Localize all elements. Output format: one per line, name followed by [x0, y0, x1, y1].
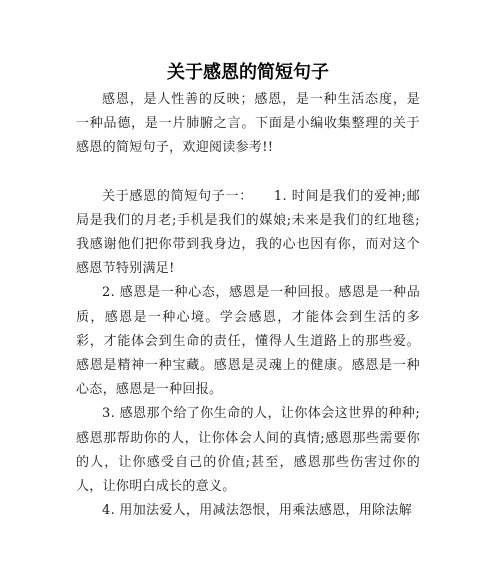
paragraph-2: 2. 感恩是一种心态，感恩是一种回报。感恩是一种品质，感恩是一种心境。学会感恩，才能体会到生活的多彩，才能体会到生命的责任，懂得人生道路上的那些爱。感恩是精神一种宝藏。感恩是灵魂上的健康。感恩是一种心态，感恩是一种回报。	[76, 285, 420, 398]
paragraph-spacer	[76, 161, 420, 185]
paragraph-3: 3. 感恩那个给了你生命的人，让你体会这世界的种种;感恩那帮助你的人，让你体会人间的真情;感恩那些需要你的人，让你感受自己的价值;甚至，感恩那些伤害过你的人，让你明白成长的意义。	[76, 406, 420, 495]
document-page	[76, 58, 420, 523]
paragraph-4: 4. 用加法爱人，用减法怨恨，用乘法感恩，用除法解	[102, 503, 413, 519]
intro-paragraph: 感恩，是人性善的反映；感恩，是一种生活态度，是一种品德，是一片肺腑之言。下面是小编收集整理的关于感恩的简短句子，欢迎阅读参考!!	[76, 92, 420, 156]
document-title: 关于感恩的简短句子	[167, 62, 329, 83]
paragraph-1: 关于感恩的简短句子一： 1. 时间是我们的爱神;邮局是我们的月老;手机是我们的媒娘;未来是我们的红地毯;我感谢他们把你带到我身边，我的心也因有你，而对这个感恩节特别满足!	[76, 188, 420, 277]
